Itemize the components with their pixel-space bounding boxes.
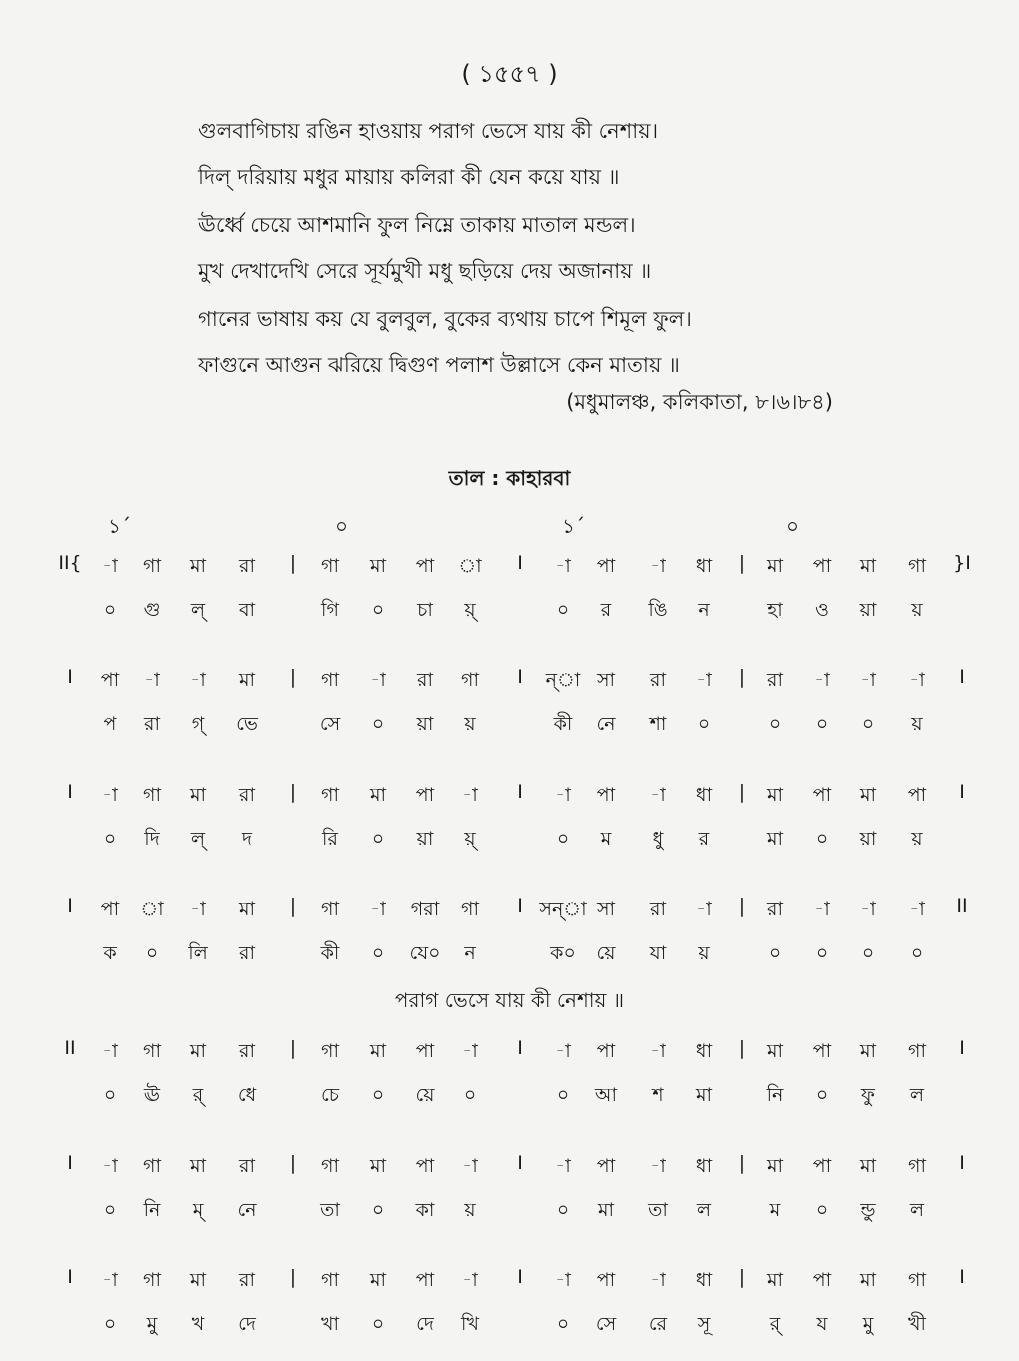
swara-note: ধা (695, 1040, 713, 1062)
swara-note: পা (415, 784, 435, 806)
lyric-syllable: রা (144, 713, 160, 735)
lyric-syllable: ক (103, 942, 117, 964)
swara-note: -া (555, 1269, 571, 1291)
swara-note: -া (555, 555, 571, 577)
swara-note: গা (908, 1155, 926, 1177)
swara-note: -া (650, 784, 666, 806)
swara-note: রা (767, 898, 783, 920)
swara-note: -া (190, 898, 206, 920)
lyric-syllable: ০ (697, 713, 711, 735)
lyric-syllable: কী (553, 713, 573, 735)
swara-note: -া (650, 1040, 666, 1062)
swara-note: -া (696, 898, 712, 920)
swara-note: পা (596, 1155, 616, 1177)
swara-note: পা (415, 555, 435, 577)
swara-note: -া (555, 1155, 571, 1177)
swara-note: মা (369, 1269, 387, 1291)
lyric-syllable: য়ে (415, 1084, 435, 1106)
lyric-syllable: যে০ (409, 942, 441, 964)
swara-note: ধা (695, 784, 713, 806)
lyric-syllable: ল (909, 1084, 925, 1106)
bar-line: I (67, 666, 73, 688)
notation-lyric-row (0, 1081, 1019, 1115)
swara-note: মা (766, 1040, 784, 1062)
lyric-syllable: গ্ (191, 713, 205, 735)
swara-note: -া (102, 784, 118, 806)
lyric-syllable: গি (321, 599, 339, 621)
swara-note: রা (239, 1155, 255, 1177)
notation-lyric-row (0, 1196, 1019, 1230)
swara-note: সা (596, 669, 616, 691)
notation-lyric-row (0, 939, 1019, 973)
swara-note: গা (321, 555, 339, 577)
lyric-syllable: দে (238, 1313, 256, 1335)
lyric-syllable: য (816, 1313, 828, 1335)
swara-note: মা (369, 784, 387, 806)
lyric-syllable: ০ (556, 1313, 570, 1335)
swara-note: মা (189, 1040, 207, 1062)
lyric-syllable: ম্ (192, 1199, 204, 1221)
swara-note: মা (189, 1155, 207, 1177)
swara-note: রা (650, 898, 666, 920)
swara-note: -া (555, 1040, 571, 1062)
swara-note: গা (321, 784, 339, 806)
bar-line: | (289, 1037, 297, 1059)
swara-note: -া (102, 1040, 118, 1062)
lyric-syllable: ০ (910, 942, 924, 964)
swara-note: পা (415, 1155, 435, 1177)
swara-note: -া (462, 1269, 478, 1291)
swara-note: গা (321, 1155, 339, 1177)
swara-note: গা (908, 555, 926, 577)
swara-note: -া (370, 669, 386, 691)
swara-note: মা (859, 784, 877, 806)
lyric-syllable: য় (698, 942, 710, 964)
swara-note: ধা (695, 1155, 713, 1177)
lyric-syllable: য়া (859, 599, 877, 621)
lyric-syllable: র (600, 599, 612, 621)
swara-note: মা (859, 1269, 877, 1291)
lyric-syllable: ঙি (648, 599, 668, 621)
lyric-syllable: ০ (371, 1199, 385, 1221)
bar-line: | (289, 781, 297, 803)
swara-note: গা (908, 1269, 926, 1291)
bar-line: I (959, 1266, 965, 1288)
beat-marker: ১´ (562, 514, 585, 538)
lyric-syllable: ন (464, 942, 476, 964)
swara-note: পা (100, 898, 120, 920)
lyric-syllable: ০ (556, 1199, 570, 1221)
bar-line: I (517, 781, 523, 803)
swara-note: মা (189, 1269, 207, 1291)
lyric-syllable: ন্ডু (860, 1199, 876, 1221)
lyric-syllable: দে (416, 1313, 434, 1335)
bar-line: | (738, 1152, 746, 1174)
swara-note: পা (596, 784, 616, 806)
lyric-syllable: নে (596, 713, 616, 735)
beat-marker: ০ (786, 514, 800, 538)
lyric-syllable: ধে (237, 1084, 257, 1106)
lyric-syllable: তা (320, 1199, 340, 1221)
notation-swara-row (0, 895, 1019, 929)
swara-note: -া (650, 555, 666, 577)
bar-line: I (517, 552, 523, 574)
lyric-syllable: ল্ (190, 828, 206, 850)
swara-note: -া (909, 669, 925, 691)
swara-note: গা (461, 898, 479, 920)
lyric-syllable: রা (239, 942, 255, 964)
swara-note: গরা (410, 898, 440, 920)
lyric-syllable: ০ (861, 942, 875, 964)
swara-note: -া (696, 669, 712, 691)
lyric-syllable: ০ (815, 828, 829, 850)
lyric-syllable: ০ (861, 713, 875, 735)
bar-line: I (67, 781, 73, 803)
lyric-syllable: ০ (815, 1084, 829, 1106)
swara-note: পা (596, 555, 616, 577)
swara-note: মা (238, 898, 256, 920)
lyric-syllable: ক০ (550, 942, 576, 964)
lyric-syllable: ০ (768, 942, 782, 964)
lyric-syllable: রে (648, 1313, 668, 1335)
swara-note: ধা (695, 1269, 713, 1291)
lyric-syllable: মা (695, 1084, 713, 1106)
swara-note: া (458, 555, 482, 577)
bar-line: I (517, 1266, 523, 1288)
bar-line: I (959, 781, 965, 803)
lyric-syllable: নি (143, 1199, 161, 1221)
lyric-syllable: মু (862, 1313, 874, 1335)
bar-line: | (738, 1266, 746, 1288)
swara-note: -া (650, 1269, 666, 1291)
lyric-syllable: ০ (815, 713, 829, 735)
lyric-syllable: য় (911, 599, 923, 621)
swara-note: মা (369, 1040, 387, 1062)
lyric-syllable: ভে (236, 713, 258, 735)
lyric-syllable: ০ (103, 1199, 117, 1221)
refrain-line: পরাগ ভেসে যায় কী নেশায় ॥ (394, 988, 625, 1012)
lyric-syllable: ০ (371, 942, 385, 964)
lyric-syllable: ০ (556, 1084, 570, 1106)
bar-line: II (64, 1037, 76, 1059)
lyric-syllable: আ (594, 1084, 618, 1106)
swara-note: পা (100, 669, 120, 691)
swara-note: মা (189, 555, 207, 577)
lyric-syllable: প (103, 713, 117, 735)
lyric-syllable: ল (696, 1199, 712, 1221)
swara-note: পা (812, 1155, 832, 1177)
lyric-syllable: য় (464, 1199, 476, 1221)
poem-line: গুলবাগিচায় রঙিন হাওয়ায় পরাগ ভেসে যায় কী নেশায়। (198, 119, 659, 143)
lyric-syllable: যা (649, 942, 667, 964)
swara-note: -া (814, 669, 830, 691)
lyric-syllable: ০ (371, 599, 385, 621)
swara-note: -া (102, 1155, 118, 1177)
lyric-syllable: য়া (416, 828, 434, 850)
lyric-syllable: য়্ (464, 599, 476, 621)
bar-line: | (738, 1037, 746, 1059)
swara-note: পা (415, 1040, 435, 1062)
swara-note: মা (189, 784, 207, 806)
swara-note: -া (102, 1269, 118, 1291)
lyric-syllable: ০ (815, 1199, 829, 1221)
swara-note: -া (370, 898, 386, 920)
lyric-syllable: র্ (769, 1313, 781, 1335)
lyric-syllable: সূ (697, 1313, 711, 1335)
lyric-syllable: তা (648, 1199, 668, 1221)
swara-note: -া (102, 555, 118, 577)
lyric-syllable: ন (698, 599, 710, 621)
lyric-syllable: য় (464, 713, 476, 735)
swara-note: -া (909, 898, 925, 920)
lyric-syllable: খ (191, 1313, 205, 1335)
swara-note: পা (596, 1040, 616, 1062)
notation-swara-row (0, 781, 1019, 815)
lyric-syllable: য়া (859, 828, 877, 850)
bar-line: | (738, 895, 746, 917)
notation-swara-row (0, 1152, 1019, 1186)
lyric-syllable: র (698, 828, 710, 850)
lyric-syllable: য়া (416, 713, 434, 735)
swara-note: মা (859, 1155, 877, 1177)
bar-line: I (517, 1152, 523, 1174)
lyric-syllable: ল (909, 1199, 925, 1221)
swara-note: ন্া (545, 669, 581, 691)
lyric-syllable: খী (908, 1313, 926, 1335)
lyric-syllable: খা (321, 1313, 339, 1335)
swara-note: সা (596, 898, 616, 920)
lyric-syllable: নি (766, 1084, 784, 1106)
notation-lyric-row (0, 825, 1019, 859)
swara-note: গা (321, 1269, 339, 1291)
lyric-syllable: ঊ (143, 1084, 161, 1106)
lyric-syllable: ল্ (190, 599, 206, 621)
bar-line: I (517, 895, 523, 917)
notation-swara-row (0, 666, 1019, 700)
beat-marker: ১´ (108, 514, 131, 538)
lyric-syllable: ০ (556, 599, 570, 621)
swara-note: গা (143, 555, 161, 577)
lyric-syllable: খি (461, 1313, 479, 1335)
bar-line: I (517, 1037, 523, 1059)
bar-line: | (738, 666, 746, 688)
lyric-syllable: কা (415, 1199, 435, 1221)
lyric-syllable: মু (146, 1313, 158, 1335)
lyric-syllable: ম (769, 1199, 781, 1221)
page-number: ( ১৫৫৭ ) (461, 60, 558, 88)
swara-note: গা (321, 898, 339, 920)
swara-note: -া (462, 1040, 478, 1062)
swara-note: গা (321, 669, 339, 691)
swara-note: -া (814, 898, 830, 920)
lyric-syllable: র্ (192, 1084, 204, 1106)
lyric-syllable: শা (649, 713, 667, 735)
lyric-syllable: ধু (652, 828, 664, 850)
swara-note: মা (369, 555, 387, 577)
swara-note: পা (812, 784, 832, 806)
lyric-syllable: দ (242, 828, 252, 850)
swara-note: পা (812, 555, 832, 577)
poem (198, 108, 958, 388)
lyric-syllable: য়ে (596, 942, 616, 964)
swara-note: গা (143, 1269, 161, 1291)
swara-note: মা (766, 784, 784, 806)
swara-note: রা (239, 1269, 255, 1291)
notation-lyric-row (0, 710, 1019, 744)
lyric-syllable: ০ (103, 1084, 117, 1106)
swara-note: রা (767, 669, 783, 691)
poem-line: ফাগুনে আগুন ঝরিয়ে দ্বিগুণ পলাশ উল্লাসে কেন মাতায় ॥ (198, 353, 680, 377)
swara-note: -া (144, 669, 160, 691)
lyric-syllable: নে (237, 1199, 257, 1221)
lyric-syllable: ০ (103, 1313, 117, 1335)
lyric-syllable: গু (143, 599, 161, 621)
lyric-syllable: ০ (768, 713, 782, 735)
bar-line: | (738, 781, 746, 803)
lyric-syllable: মা (597, 1199, 615, 1221)
swara-note: া (140, 898, 164, 920)
swara-note: মা (369, 1155, 387, 1177)
poem-line: গানের ভাষায় কয় যে বুলবুল, বুকের ব্যথায় চাপে শিমূল ফুল। (198, 307, 692, 331)
swara-note: সন্া (539, 898, 587, 920)
lyric-syllable: সে (319, 713, 341, 735)
swara-note: -া (190, 669, 206, 691)
swara-note: পা (907, 784, 927, 806)
lyric-syllable: দি (144, 828, 160, 850)
swara-note: -া (860, 669, 876, 691)
lyric-syllable: বা (238, 599, 256, 621)
lyric-syllable: ও (815, 599, 829, 621)
swara-note: রা (417, 669, 433, 691)
lyric-syllable: ফু (861, 1084, 875, 1106)
swara-note: পা (812, 1040, 832, 1062)
lyric-syllable: ০ (371, 1084, 385, 1106)
beat-marker: ০ (335, 514, 349, 538)
swara-note: গা (143, 1040, 161, 1062)
swara-note: মা (859, 555, 877, 577)
swara-note: রা (239, 555, 255, 577)
lyric-syllable: মা (766, 828, 784, 850)
swara-note: মা (859, 1040, 877, 1062)
bar-line: II{ (58, 552, 82, 574)
swara-note: পা (415, 1269, 435, 1291)
swara-note: -া (462, 1155, 478, 1177)
lyric-syllable: সে (595, 1313, 617, 1335)
swara-note: রা (650, 669, 666, 691)
bar-line: | (738, 552, 746, 574)
bar-line: | (289, 666, 297, 688)
notation-lyric-row (0, 1310, 1019, 1344)
poem-line: দিল্ দরিয়ায় মধুর মায়ায় কলিরা কী যেন কয়ে যায় ॥ (198, 165, 620, 189)
bar-line: I (67, 1152, 73, 1174)
lyric-syllable: ০ (371, 828, 385, 850)
bar-line: I (517, 666, 523, 688)
lyric-syllable: ০ (556, 828, 570, 850)
swara-note: রা (239, 1040, 255, 1062)
lyric-syllable: লি (188, 942, 208, 964)
lyric-syllable: রি (322, 828, 338, 850)
poem-line: ঊর্ধ্বে চেয়ে আশমানি ফুল নিম্নে তাকায় মাতাল মন্ডল। (198, 213, 636, 237)
lyric-syllable: ০ (103, 599, 117, 621)
notation-swara-row (0, 1037, 1019, 1071)
swara-note: -া (860, 898, 876, 920)
swara-note: পা (812, 1269, 832, 1291)
lyric-syllable: য়্ (464, 828, 476, 850)
bar-line: I (959, 666, 965, 688)
lyric-syllable: হা (767, 599, 783, 621)
swara-note: গা (143, 1155, 161, 1177)
bar-line: I (67, 895, 73, 917)
swara-note: রা (239, 784, 255, 806)
lyric-syllable: শ (652, 1084, 664, 1106)
notation-swara-row (0, 552, 1019, 586)
bar-line: | (289, 1152, 297, 1174)
lyric-syllable: ০ (371, 713, 385, 735)
tala-heading: তাল : কাহারবা (448, 466, 571, 490)
lyric-syllable: ০ (103, 828, 117, 850)
lyric-syllable: চে (321, 1084, 339, 1106)
swara-note: -া (650, 1155, 666, 1177)
swara-note: -া (462, 784, 478, 806)
bar-line: I (959, 1152, 965, 1174)
lyric-syllable: কী (320, 942, 340, 964)
lyric-syllable: ০ (815, 942, 829, 964)
lyric-syllable: ০ (371, 1313, 385, 1335)
swara-note: গা (321, 1040, 339, 1062)
swara-note: মা (766, 1269, 784, 1291)
bar-line: }I (953, 552, 971, 574)
swara-note: গা (908, 1040, 926, 1062)
notation-lyric-row (0, 596, 1019, 630)
swara-note: ধা (695, 555, 713, 577)
bar-line: | (289, 552, 297, 574)
lyric-syllable: য় (911, 713, 923, 735)
swara-note: গা (461, 669, 479, 691)
bar-line: I (67, 1266, 73, 1288)
lyric-syllable: ০ (463, 1084, 477, 1106)
bar-line: | (289, 895, 297, 917)
citation: (মধুমালঞ্চ, কলিকাতা, ৮।৬।৮৪) (566, 390, 833, 414)
swara-note: মা (766, 1155, 784, 1177)
swara-note: গা (143, 784, 161, 806)
bar-line: I (959, 1037, 965, 1059)
swara-note: মা (238, 669, 256, 691)
bar-line: | (289, 1266, 297, 1288)
lyric-syllable: ম (600, 828, 612, 850)
swara-note: মা (766, 555, 784, 577)
lyric-syllable: য় (911, 828, 923, 850)
poem-line: মুখ দেখাদেখি সেরে সূর্যমুখী মধু ছড়িয়ে দেয় অজানায় ॥ (198, 259, 652, 283)
lyric-syllable: চা (417, 599, 433, 621)
bar-line: II (956, 895, 968, 917)
lyric-syllable: ০ (145, 942, 159, 964)
swara-note: -া (555, 784, 571, 806)
notation-swara-row (0, 1266, 1019, 1300)
swara-note: পা (596, 1269, 616, 1291)
